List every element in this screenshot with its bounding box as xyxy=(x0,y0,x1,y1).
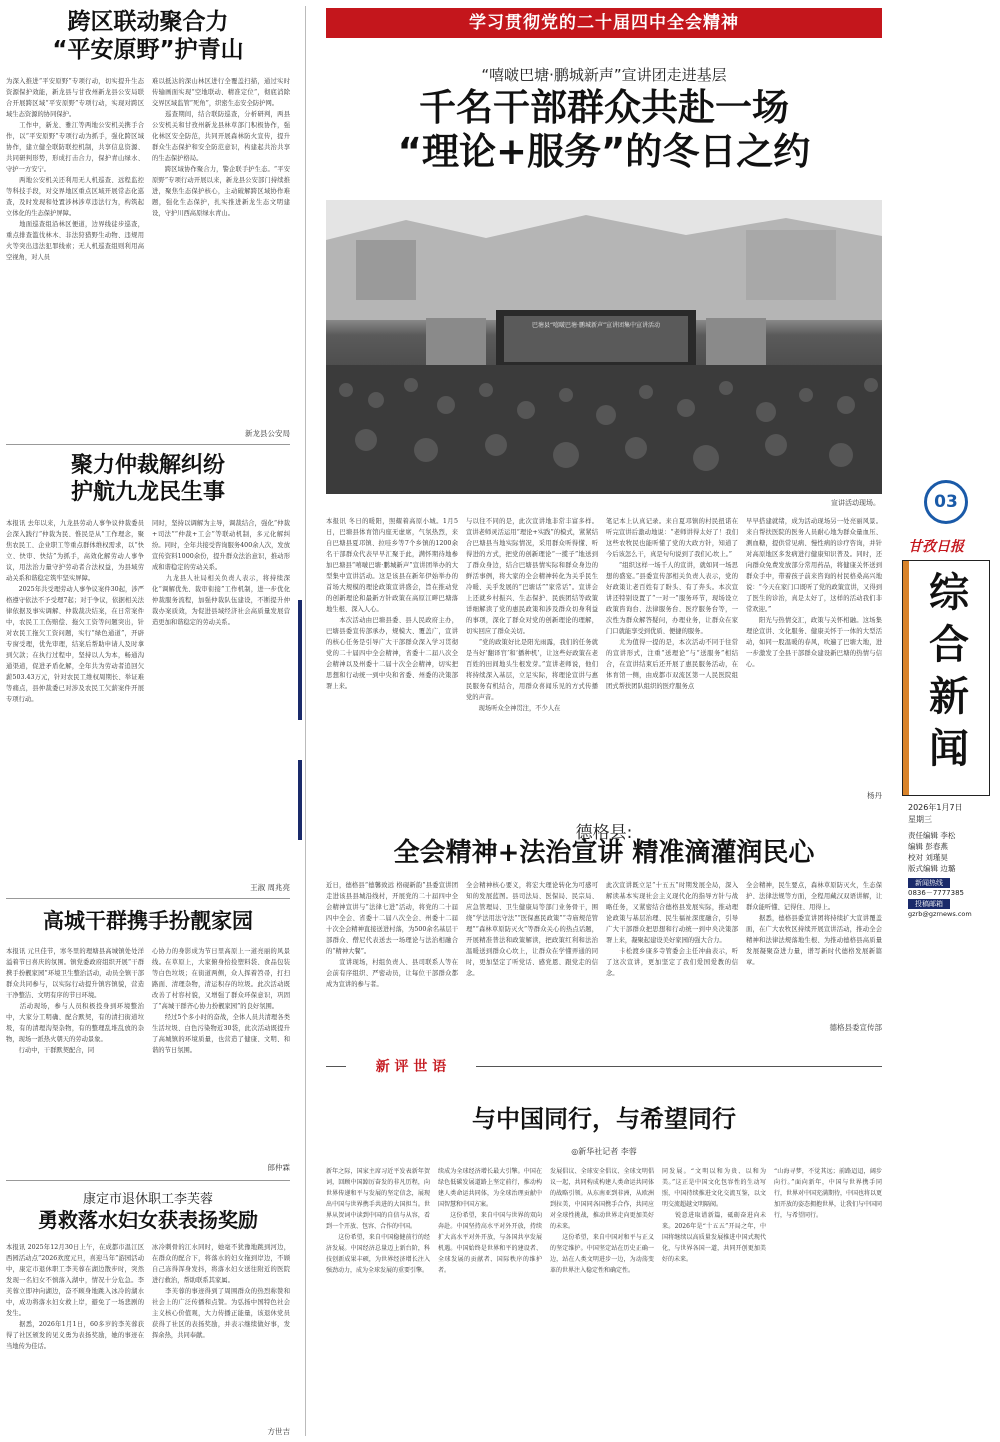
article-body-column: 本报讯 2025年12月30日上午，在成都市温江区西园活动点“2026欢度元旦，喜迎马年”游园活动中，康定市退休职工李芙蓉在湖边散步时，突然发现一名妇女不慎落入湖中，情况十分危急。李芙蓉立即冲向湖边，奋不顾身地跳入冰冷的湖水中，成功将落水妇女救上岸，避免了一场悲剧的发生。 据悉，2026年1月1日，60多岁的李芙蓉获得了社区颁发的见义勇为表扬奖励，她的事迹在当地传为佳话。 xyxy=(6,1244,144,1350)
column-divider xyxy=(305,6,306,1436)
article-body-column: 续成为全球经济增长最大引擎。中国在绿色低碳发展道路上坚定前行，推动构建人类命运共同体，为全球治理贡献中国智慧和中国方案。 这份希望，来自中国与世界的双向奔赴。中国坚持高水平对外开放，持续扩大高水平对外开放，与各国共享发展机遇。中国始终是世界和平的建设者、全球发展的贡献者、国际秩序的维护者。 xyxy=(438,1168,542,1274)
article-body-column: 发展倡议、全球安全倡议、全球文明倡议一起，共同构成构建人类命运共同体的战略引领。从东南亚到非洲，从欧洲到拉美，中国同各国携手合作，共同应对全球性挑战，推动世界走向更加美好的未来。 这份希望，来自中国对和平与正义的坚定维护。中国坚定站在历史正确一边，站在人类文明进步一边，为动荡变革的世界注入稳定性和确定性。 xyxy=(550,1168,654,1274)
article-body-column: 同发展。“文明以和为贵、以和为美。”这正是中国文化包容性的生动写照，中国持续推进文化交流互鉴，以文明交流超越文明隔阂。 锐意进取谱新篇，砥砺奋进向未来。2026年是“十五五”开局之年，中国将继续以高质量发展推进中国式现代化，与世界各国一道，共同开创更加美好的未来。 xyxy=(662,1168,766,1263)
headline-line: “理论+服务”的冬日之约 xyxy=(397,130,811,173)
section-title-box xyxy=(902,560,990,796)
editor-credit: 校对 刘瑾昊 xyxy=(908,853,948,862)
article-body-column: 笔记本上认真记录。来自夏邛镇的村民扭诺在听完宣讲后激动地说：“老师讲得太好了！我们这些农牧民也能听懂了党的大政方针，知道了今后该怎么干，真是句句说到了我们心坎上。” “组织这样一场千人的宣讲，就如同一场思想的盛宴。”县委宣传部相关负责人表示，党的好政策让老百姓有了盼头、有了奔头。本次宣讲还特别设置了“一对一”服务环节，现场设立政策咨询台、法律服务台、医疗服务台等，一次性为群众解答疑问，办理业务，让群众在家门口就能享受到优质、便捷的服务。 尤为值得一提的是，本次活动不同于往常的宣讲形式，注重“送理论”与“送服务”相结合，在宣讲结束后还开展了惠民服务活动，在体育馆一侧，由成都市双流区第一人民医院组团式帮扶团队组织的医疗服务点 xyxy=(606,518,738,690)
column-label xyxy=(346,1056,476,1078)
issue-weekday: 星期三 xyxy=(908,815,932,824)
hotline-number: 0836－7777385 xyxy=(908,889,964,897)
article-title xyxy=(0,8,296,64)
byline: 新龙县公安局 xyxy=(245,429,290,438)
article-body-column: “山海寻梦，不觉其远；前路迢迢，阔步向行。”面向新年，中国与世界携手同行，世界对中国充满期待，中国也将以更加开放的姿态拥抱世界，让我们与中国同行，与希望同行。 xyxy=(774,1168,882,1219)
photo-caption: 宣讲活动现场。 xyxy=(831,499,880,507)
byline: 方世吉 xyxy=(267,1427,290,1436)
article-title: 全会精神+法治宣讲 精准滴灌润民心 xyxy=(393,838,815,868)
title-line: “平安原野”护青山 xyxy=(52,37,244,63)
accent-strip xyxy=(298,760,302,840)
left-column xyxy=(0,0,296,1442)
title-line: 跨区联动聚合力 xyxy=(67,9,229,35)
byline: 德格县委宣传部 xyxy=(829,1023,882,1032)
headline-line: 千名干部群众共赴一场 xyxy=(419,86,789,129)
editor-credit: 责任编辑 李松 xyxy=(908,831,956,840)
byline: 杨丹 xyxy=(867,791,882,800)
editor-credit: 编辑 彭春燕 xyxy=(908,842,948,851)
article-body-column: 本报讯 冬日的暖阳，照耀着高原小城。1月5日，巴塘县体育馆内座无虚席，气氛热烈，来自巴塘县夏邛镇、拉哇乡等7个乡镇的1200余名干部群众代表早早汇聚于此，满怀期待地参加巴塘县“嘻啵巴塘·鹏城新声”宣讲团举办的大型集中宣讲活动。这是该县在新年伊始举办的首场大规模的理论政策宣讲盛会，旨在推动党的创新理论和最新方针政策在高原江畔巴塘落地生根、深入人心。 本次活动由巴塘县委、县人民政府主办，巴塘县委宣传部承办，规模大、覆盖广，宣讲的核心任务是引导广大干部群众深入学习贯彻党的二十届四中全会精神，省委十二届八次全会精神以及州委十二届十次全会精神，切实把思想和行动统一到中央和省委、州委的决策部署上来。 xyxy=(326,518,458,690)
page-number: 03 xyxy=(934,492,958,512)
article-title: 高城干群携手扮靓家园 xyxy=(43,909,253,933)
issue-date: 2026年1月7日 xyxy=(908,803,963,812)
article-body-column: 冰冷刺骨的江水同时，她毫不犹豫地跳到河边，在群众的配合下，将落水的妇女拖到岸边，不顾自己冻得浑身发抖，将落水妇女送往附近的医院进行救治，帮助联系其家属。 李芙蓉的事迹得到了周围群众的热烈称赞和社会上的广泛传播和点赞。为弘扬中国特色社会主义核心价值观，大力传播正能量，该退休党员获得了社区的表扬奖励，并表示继续做好事，发挥余热，共同奉献。 xyxy=(152,1244,290,1339)
editor-credit: 版式编辑 边璐 xyxy=(908,864,956,873)
article-body-column: 本报讯 元旦佳节，寒冬里的理塘县高城镇处处洋溢着节日喜庆的氛围。镇党委政府组织开展“干群携手扮靓家园”环境卫生整治活动，动员全镇干部群众共同参与，以实际行动提升镇容镇貌，营造干净整洁、文明有序的节日环境。 活动现场，参与人员积极投身到环境整治中，大家分工明确、配合默契，有的清扫街道垃圾，有的清理沟渠杂物，有的整理乱堆乱放的杂物，现场一派热火朝天的劳动景象。 行动中，干群默契配合，同 xyxy=(6,948,144,1054)
article-kicker: 德格县: xyxy=(575,823,633,843)
commentary-author: ◎新华社记者 李蓉 xyxy=(571,1147,637,1156)
byline: 郎仲霖 xyxy=(267,1163,290,1172)
main-kicker: “嘻啵巴塘·鹏城新声”宣讲团走进基层 xyxy=(481,66,727,84)
commentary-title: 与中国同行，与希望同行 xyxy=(472,1105,736,1133)
email-label: 投稿邮箱 xyxy=(908,899,950,909)
article-body-column: 近日，德格县“德馨致远 格砚新韵”县委宣讲团走进该县县城沿线村，开展党的二十届四中全会精神宣讲与“法律七进”活动，将党的二十届四中全会、省委十二届八次全会、州委十二届十次全会精神直接送进村落，为500余名基层干部群众、僧尼代表送去一场理论与法治相融合的“精神大餐”。 宣讲现场，村组负责人、县司联系人等在会前有序组织、严密动员，让每位干部群众都成为宣讲的参与者。 xyxy=(326,882,458,988)
article-body-column: 早早搭建就绪，成为活动现场另一处亮丽风景。来自帮扶医院的医务人员耐心地为群众量血压、测血糖，提供常见病、慢性病的诊疗咨询，并针对高原地区多发病进行健康知识普及。同时，还向群众免费发放部分常用药品，将健康关怀送到群众手中，带着孩子前来咨询的村民格桑高兴地说：“今天在家门口既听了党的政策宣讲，又得到了医生的诊治，真是太好了，这样的活动我们非常欢迎。” 阳光与热情交汇，政策与关怀相融。这场集理论宣讲、文化服务、健康关怀于一体的大型活动，如同一股温暖的春风，吹遍了巴塘大地，进一步激发了全县干部群众建设新巴塘的热情与信心。 xyxy=(746,518,882,668)
column-label-text: 新 评 世 语 xyxy=(375,1059,447,1075)
divider xyxy=(6,898,290,899)
section-char: 新 xyxy=(929,673,969,720)
main-headline xyxy=(326,86,882,174)
article-body-column: 同时，坚持以调解为主导，调裁结合，强化“仲裁+司法”“仲裁+工会”等联动机制，多元化解纠纷。同时，全年共接受咨询服务400余人次，发放宣传资料1000余份，提升群众法治意识，推动形成和谐稳定的劳动关系。 九龙县人社局相关负责人表示，将持续深化“调解优先、裁审衔接”工作机制，进一步优化仲裁服务流程，加强仲裁队伍建设，不断提升仲裁办案质效，为促进县域经济社会高质量发展营造更加和谐稳定的劳动关系。 xyxy=(152,520,290,626)
section-char: 合 xyxy=(929,621,969,668)
byline: 王淑 周兆亮 xyxy=(250,883,290,892)
section-char: 闻 xyxy=(929,725,969,772)
stage-banner-text: 巴塘县“嘻啵巴塘·鹏城新声”宣讲团集中宣讲活动 xyxy=(531,322,661,329)
section-accent xyxy=(903,561,909,795)
divider xyxy=(6,1180,290,1181)
article-title: 勇救落水妇女获表扬奖励 xyxy=(38,1208,258,1232)
article-body-column: 新年之际，国家主席习近平发表新年贺词，回顾中国踔厉奋发的非凡历程，向世界传递和平与发展的坚定信念，展现出中国与世界携手共进的大国担当。世界从贺词中读到中国的自信与从容，看到一个开放、包容、合作的中国。 这份希望，来自中国稳健前行的经济发展。中国经济总量迈上新台阶，科技创新成果丰硕，为世界经济增长注入强劲动力，成为全球发展的重要引擎。 xyxy=(326,1168,430,1274)
event-photo xyxy=(326,200,882,494)
email-address: gzrb@gzrnews.com xyxy=(908,910,972,918)
section-banner: 学习贯彻党的二十届四中全会精神 xyxy=(326,8,882,38)
masthead-logo: 甘孜日报 xyxy=(908,539,964,555)
section-char: 综 xyxy=(929,569,969,616)
contact-box xyxy=(908,878,988,924)
sidebar xyxy=(898,480,994,880)
accent-strip xyxy=(298,600,302,720)
title-line: 护航九龙民生事 xyxy=(70,480,225,505)
article-kicker: 康定市退休职工李芙蓉 xyxy=(82,1192,213,1207)
divider xyxy=(6,444,290,445)
article-body-column: 此次宣讲既立足“十五五”时期发展全局，深入解读基本实现社会主义现代化的指导方针与战略任务，又紧密结合德格县发展实际，推动理论政策与基层治理、民生福祉深度融合，引导广大干部群众把思想和行动统一到中央决策部署上来，凝聚起建设美好家园的强大合力。 卡松渡乡康多寺管委会主任冲曲表示，听了这次宣讲，更加坚定了我们爱国爱教的信念。 xyxy=(606,882,738,977)
article-body-column: 全会精神核心要义，将宏大理论转化为可感可知的发展蓝图。县司法局、医保局、民宗局、应急管理局、卫生健康局等部门业务骨干，围绕“学法用法守法”“医保惠民政策”“寺庙规范管理”“森林草原防灭火”等群众关心的热点话题，开展精准普法和政策解读，把政策红利和法治温暖送到群众心坎上，让群众在学懂弄通的同时，更加坚定了听党话、感党恩、跟党走的信念。 xyxy=(466,882,598,977)
article-body-column: 全会精神，民生要点，森林草原防灭火，生态保护、法律法规等方面，全程用藏汉双语讲解，让群众能听懂、记得住、用得上。 据悉，德格县委宣讲团将持续扩大宣讲覆盖面，在广大农牧区持续开展宣讲活动，推动全会精神和法律法规落地生根、为推动德格县高质量发展凝聚奋进力量，谱写新时代德格发展新篇章。 xyxy=(746,882,882,966)
article-body-column: 为深入推进“平安原野”专项行动，切实提升生态资源保护效能，新龙县与甘孜州新龙县公安局联合开展跨区域“平安原野”专项行动，实现对跨区域生态资源的协同保护。 工作中，新龙、雅江等两地公安机关携手合作，以“平安原野”专项行动为抓手，强化跨区域协作，建立健全联防联控机制，共享信息资源、共同研判形势，形成打击合力，保护青山绿水、守护一方安宁。 两地公安机关还利用无人机巡查、远程监控等科技手段，对交界地区重点区域开展常态化巡查，及时发现和处置涉林涉草违法行为，构筑起立体化的生态保护屏障。 地面巡查组沿林区便道，边界线徒步巡查，重点排查滥伐林木、非法狩猎野生动物、违规用火等突出违法犯罪线索；无人机巡查组则利用高空视角，对人员 xyxy=(6,78,144,261)
article-title xyxy=(0,452,296,506)
hotline-label: 新闻热线 xyxy=(908,878,950,888)
event-photo-illustration xyxy=(326,200,882,494)
article-body-column: 与以往不同的是，此次宣讲地非常丰富多样。宣讲老师灵活运用“理论+实践”的模式，紧紧结合巴塘县当地实际情况，采用群众听得懂、听得进的方式，把党的创新理论“一揽子”地送到了群众身边，结合巴塘县情实际和群众身边的鲜活事例，将大家的全会精神转化为关乎民生冷暖、关乎发展的“巴塘话”“家常话”。宣讲会上还就乡村振兴、生态保护、民族团结等政策详细解读了党的惠民政策和涉及群众切身利益的事项，深化了群众对党的创新理论的理解，切实回应了群众关切。 “党的政策好比是阳光雨露，我们的任务就是当好‘翻译官’和‘播种机’，让这些好政策在老百姓的田间地头生根发芽。”宣讲老师说，他们将持续深入基层，立足实际，将理论宣讲与惠民服务有机结合，用群众喜闻乐见的方式传播党的声音。 现场听众全神贯注，不少人在 xyxy=(466,518,598,712)
article-body-column: 难以抵达的深山林区进行全覆盖扫描，通过实时传输画面实现“空地联动、精准定位”，彻底消除交界区域监管“死角”，织密生态安全防护网。 巡查期间，结合联防巡查，分析研判，两县公安机关和甘孜州新龙县林草部门积极协作，强化林区安全防范，共同开展森林防火宣传，提升群众生态保护和安全防范意识，构建起共治共享的生态保护格局。 跨区域协作聚合力，警企联手护生态。“平安原野”专项行动开展以来，新龙县公安部门持续推进，聚焦生态保护核心，主动破解跨区域协作难题，强化生态保护，扎实推进新龙生态文明建设，守护川西高原绿水青山。 xyxy=(152,78,290,217)
title-line: 聚力仲裁解纠纷 xyxy=(70,453,225,478)
article-body-column: 心协力的身影成为节日里高原上一道亮丽的风景线。在草原上，大家俯身拾捡塑料袋、食品包装等白色垃圾；在街道两侧，众人挥着笤帚，打扫路面、清理杂物，清运积存的垃圾。此次活动既改善了村容村貌，又增强了群众环保意识，巩固了“高城干群齐心协力扮靓家园”的良好氛围。 经过5个多小时的奋战，全体人员共清理各类生活垃圾、白色污染物近30袋，此次活动既提升了高城镇的环境质量，也营造了健康、文明、和谐的节日氛围。 xyxy=(152,948,290,1054)
article-body-column: 本报讯 去年以来，九龙县劳动人事争议仲裁委员会深入践行“仲裁为民、惟民是从”工作理念，聚焦农民工、企业职工等重点群体维权需求，以“快立、快审、快结”为抓手，高效化解劳动人事争议，用法治力量守护劳动者合法权益，为县域劳动关系和谐稳定筑牢坚实屏障。 2025年共受理劳动人事争议案件30起，涉严格遵守依法不予受理7起；对于争议，依据相关法律依据及事实调解、仲裁裁决结案，在日常案件中，农民工工伤赔偿、拖欠工资等问题突出，针对农民工拖欠工资问题，实行“绿色通道”，开辟专窗受理，优先审理，结案后帮助申请人及时拿到欠款；在执行过程中，坚持以人为本，畅通沟通渠道，促进矛盾化解，全年共为劳动者追回欠薪503.43万元，针对农民工维权周期长、举证难等痛点，县仲裁委已对涉及农民工欠薪案件开展专项行动。 xyxy=(6,520,144,703)
page-number-badge xyxy=(924,480,968,524)
